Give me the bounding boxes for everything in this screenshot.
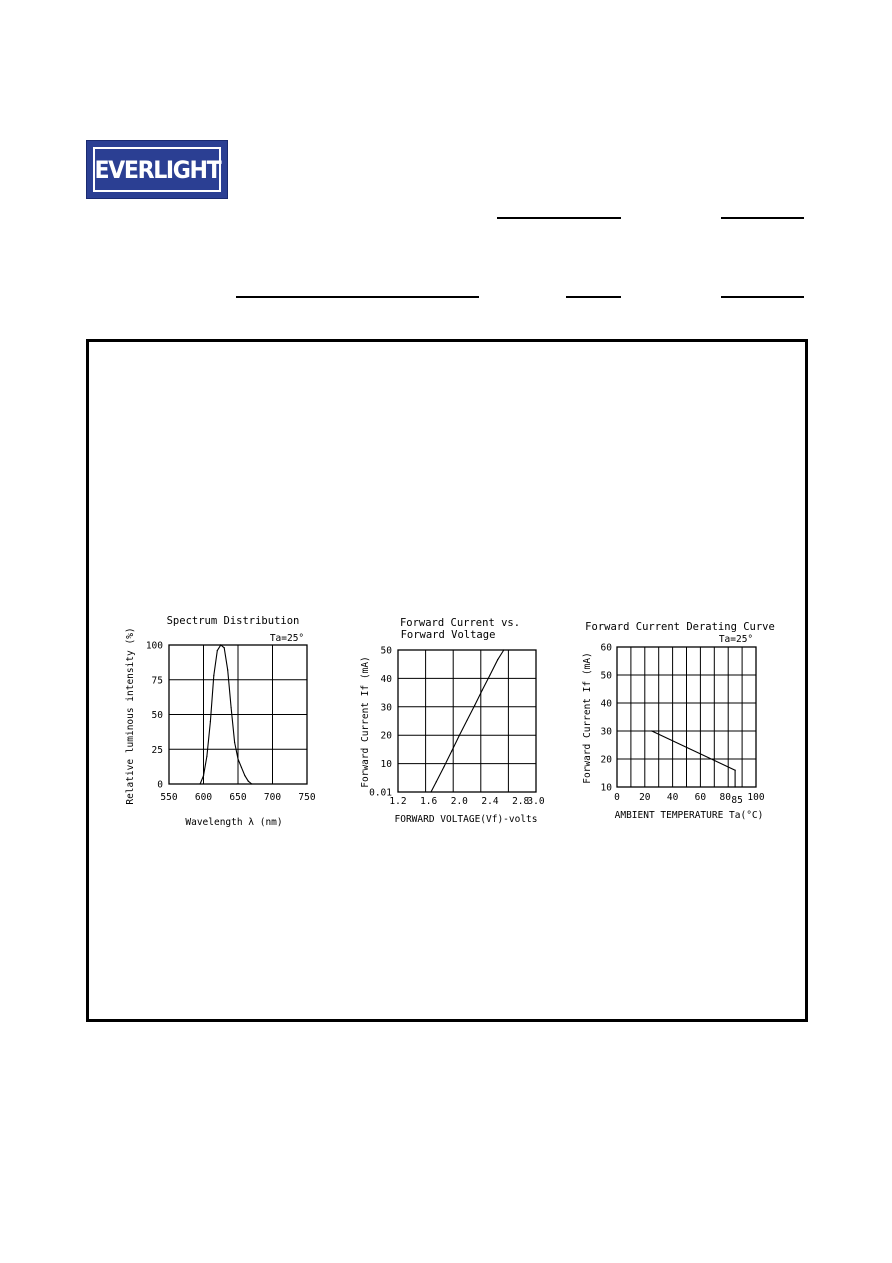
chart-2-x-tick-label: 80 xyxy=(719,792,731,803)
chart-0-series-0-point xyxy=(217,650,218,651)
chart-0-series-0-point xyxy=(244,775,245,776)
chart-1-series-0-point xyxy=(497,659,498,660)
chart-1-x-axis-label: FORWARD VOLTAGE(Vf)-volts xyxy=(394,814,538,825)
chart-0-x-tick-label: 600 xyxy=(194,792,213,803)
chart-0-series-0-point xyxy=(220,644,221,645)
chart-0-y-tick-label: 100 xyxy=(145,640,163,652)
chart-1-title-line2: Forward Voltage xyxy=(400,629,496,641)
chart-0-series-0-point xyxy=(241,767,242,768)
chart-0-y-tick-label: 0 xyxy=(157,779,163,791)
chart-0-y-tick-label: 75 xyxy=(151,675,163,687)
chart-0-series-0-point xyxy=(199,783,200,784)
chart-1-y-tick-label: 50 xyxy=(380,645,392,657)
chart-0-series-0-point xyxy=(227,669,228,670)
chart-2-y-axis-label: Forward Current If (mA) xyxy=(582,652,593,784)
chart-0-series-0-point xyxy=(237,758,238,759)
chart-0-y-tick-label: 50 xyxy=(151,710,163,721)
chart-1-x-tick-label: 1.2 xyxy=(389,796,407,807)
chart-1-y-tick-label: 10 xyxy=(380,759,392,771)
chart-0-series-0-point xyxy=(231,707,232,708)
chart-2-x-tick-label: 60 xyxy=(694,792,707,803)
chart-0-y-axis-label: Relative luminous intensity (%) xyxy=(125,627,136,805)
chart-1-series-0-point xyxy=(451,751,452,752)
chart-1-series-0-line xyxy=(431,650,504,792)
chart-2-y-tick-label: 10 xyxy=(600,782,612,794)
chart-1-series-0-point xyxy=(430,791,431,792)
chart-1-x-tick-label: 2.4 xyxy=(481,796,499,807)
chart-2-y-tick-label: 50 xyxy=(600,670,612,682)
chart-1-x-tick-label: 3.0 xyxy=(527,796,545,807)
chart-0-series-0-point xyxy=(234,742,235,743)
chart-1-y-tick-label: 30 xyxy=(380,702,392,714)
chart-1-series-0-point xyxy=(459,735,460,736)
chart-2-y-tick-label: 30 xyxy=(600,726,612,738)
chart-1-series-0-point xyxy=(489,674,490,675)
chart-2-series-0-point xyxy=(735,786,736,787)
chart-0-x-tick-label: 750 xyxy=(298,792,316,803)
chart-2-annotation: Ta=25° xyxy=(718,634,754,645)
chart-0-series-0-point xyxy=(248,781,249,782)
chart-2-x-axis-label: AMBIENT TEMPERATURE Ta(°C) xyxy=(614,810,764,821)
chart-0-series-0-point xyxy=(210,721,211,722)
chart-0-series-0-point xyxy=(251,783,252,784)
chart-2-y-tick-label: 60 xyxy=(600,642,612,654)
chart-0-annotation: Ta=25° xyxy=(269,633,305,644)
chart-2-y-tick-label: 20 xyxy=(600,754,612,766)
chart-2-x-tick-label: 100 xyxy=(747,792,765,803)
chart-0-title: Spectrum Distribution xyxy=(166,615,300,627)
chart-0-series-0-point xyxy=(206,756,207,757)
chart-2-x-tick-label: 85 xyxy=(731,795,743,806)
chart-1-y-tick-label: 40 xyxy=(380,673,392,685)
logo-text: EVERLIGHT xyxy=(94,155,220,184)
chart-1-y-tick-label: 20 xyxy=(380,730,392,742)
chart-2-series-0-point xyxy=(651,730,652,731)
chart-0-series-0-point xyxy=(203,775,204,776)
chart-0-y-tick-label: 25 xyxy=(151,744,163,756)
chart-2-title: Forward Current Derating Curve xyxy=(585,621,775,633)
chart-2-x-tick-label: 0 xyxy=(614,792,620,803)
chart-1-series-0-point xyxy=(466,720,467,721)
chart-0-x-tick-label: 550 xyxy=(160,792,178,803)
chart-1-y-tick-label: 0.01 xyxy=(369,787,392,799)
chart-2-x-tick-label: 40 xyxy=(666,792,679,803)
chart-1-series-0-point xyxy=(436,781,437,782)
chart-1-x-tick-label: 1.6 xyxy=(420,796,438,807)
chart-1-x-tick-label: 2.0 xyxy=(450,796,468,807)
chart-1-x-tick-label: 2.8 xyxy=(512,796,530,807)
chart-0-series-0-point xyxy=(213,675,214,676)
chart-1-title: Forward Current vs. xyxy=(399,617,521,629)
chart-1-y-axis-label: Forward Current If (mA) xyxy=(360,656,371,788)
chart-0-x-tick-label: 650 xyxy=(229,792,247,803)
chart-2-y-tick-label: 40 xyxy=(600,698,612,710)
chart-0-x-tick-label: 700 xyxy=(263,792,282,803)
chart-1-series-0-point xyxy=(443,766,444,767)
chart-2-series-0-point xyxy=(735,770,736,771)
chart-1-series-0-point xyxy=(474,705,475,706)
chart-0-series-0-point xyxy=(224,647,225,648)
chart-1-series-0-point xyxy=(482,689,483,690)
chart-0-x-axis-label: Wavelength λ (nm) xyxy=(185,817,283,828)
chart-1-series-0-point xyxy=(503,649,504,650)
chart-2-x-tick-label: 20 xyxy=(639,792,651,803)
